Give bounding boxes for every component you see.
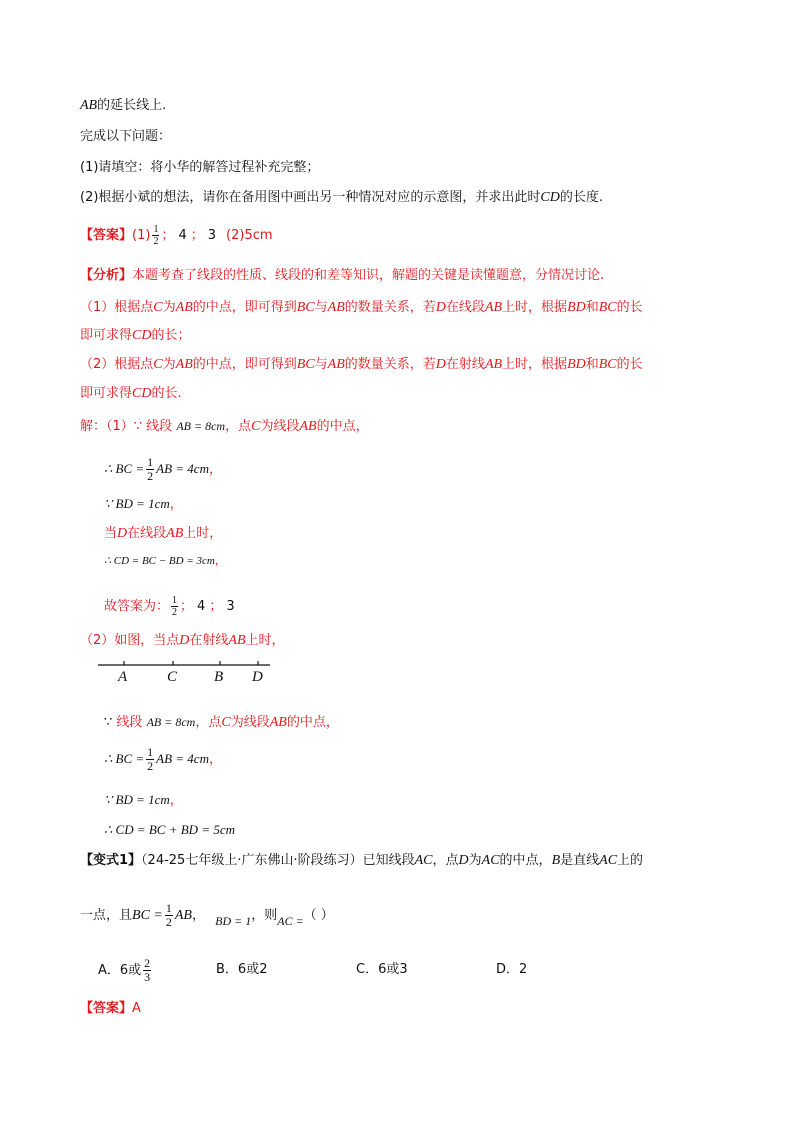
label-a: A — [118, 669, 128, 685]
analysis-step2: （2）根据点C为AB的中点，即可得到BC与AB的数量关系，若D在射线AB上时，根据BD和BC的长 — [80, 357, 643, 372]
intro-line2: 完成以下问题： — [80, 129, 172, 144]
fraction-half: $\frac{1}{2}$ — [165, 901, 172, 929]
label-c: C — [167, 669, 178, 685]
option-c[interactable]: C．6或3 — [356, 962, 408, 977]
answer-tag: 【答案】 — [80, 1001, 133, 1016]
variant-line1: 【变式1】（24-25七年级上·广东佛山·阶段练习）已知线段AC，点D为AC的中点，B是直线AC上的 — [80, 853, 644, 868]
answer-line: 【答案】(1) $\frac{1}{2}$ ； 4 ； 3 (2)5cm — [80, 224, 273, 247]
solution1-when: 当D在线段AB上时， — [104, 526, 223, 541]
solution1-bd: ∵ BD = 1cm， — [104, 496, 183, 512]
intro-line1 — [80, 96, 166, 116]
analysis-step1: （1）根据点C为AB的中点，即可得到BC与AB的数量关系，若D在线段AB上时，根据BD和BC的长 — [80, 300, 643, 315]
option-b[interactable]: B．6或2 — [216, 962, 268, 977]
fraction-half: $\frac{1}{2}$ — [147, 455, 154, 483]
analysis-line: 【分析】本题考查了线段的性质、线段的和差等知识，解题的关键是读懂题意，分情况讨论. — [80, 268, 605, 283]
variant-tag: 【变式1】 — [80, 853, 142, 868]
intro-line1-text: 的延长线上. — [97, 98, 167, 113]
analysis-step2-cont: 即可求得CD的长. — [80, 386, 182, 401]
fraction-half: $\frac{1}{2}$ — [153, 224, 159, 247]
analysis-tag: 【分析】 — [80, 268, 133, 283]
solution2-bc: ∴ BC = $\frac{1}{2}$ AB = 4cm， — [104, 745, 222, 773]
option-a[interactable]: A．6或 $\frac{2}{3}$ — [98, 956, 151, 984]
solution1-final: 故答案为： $\frac{1}{2}$ ； 4 ； 3 — [104, 595, 235, 618]
variant-line2: 一点，且BC = $\frac{1}{2}$ AB， BD = 1，则AC =（ ） — [80, 901, 334, 929]
fraction-two-thirds: $\frac{2}{3}$ — [144, 956, 151, 984]
analysis-step1-cont: 即可求得CD的长； — [80, 328, 191, 343]
fraction-half: $\frac{1}{2}$ — [172, 595, 178, 618]
solution2-bd: ∵ BD = 1cm， — [104, 792, 183, 808]
math-ab: AB — [80, 98, 98, 113]
solution2-cd: ∴ CD = BC + BD = 5cm — [104, 822, 235, 837]
solution2-because: ∵ 线段 AB = 8cm，点C为线段AB的中点， — [104, 715, 339, 730]
solution1-cd: ∴ CD = BC − BD = 3cm， — [104, 554, 226, 567]
question-2: (2)根据小斌的想法，请你在备用图中画出另一种情况对应的示意图，并求出此时CD的长度. — [80, 190, 604, 205]
solution1-lead: 解：（1）∵ 线段 AB = 8cm，点C为线段AB的中点， — [80, 419, 369, 434]
option-d[interactable]: D．2 — [496, 962, 528, 977]
question-1: (1)请填空：将小华的解答过程补充完整； — [80, 160, 320, 175]
answer-line-2: 【答案】A — [80, 1001, 141, 1016]
label-b: B — [214, 669, 224, 685]
answer-tag: 【答案】 — [80, 228, 133, 243]
fraction-half: $\frac{1}{2}$ — [147, 745, 154, 773]
label-d: D — [252, 669, 263, 685]
solution2-lead: （2）如图，当点D在射线AB上时， — [80, 633, 285, 648]
solution1-bc: ∴ BC = $\frac{1}{2}$ AB = 4cm， — [104, 455, 222, 483]
line-segment-figure — [96, 655, 276, 685]
